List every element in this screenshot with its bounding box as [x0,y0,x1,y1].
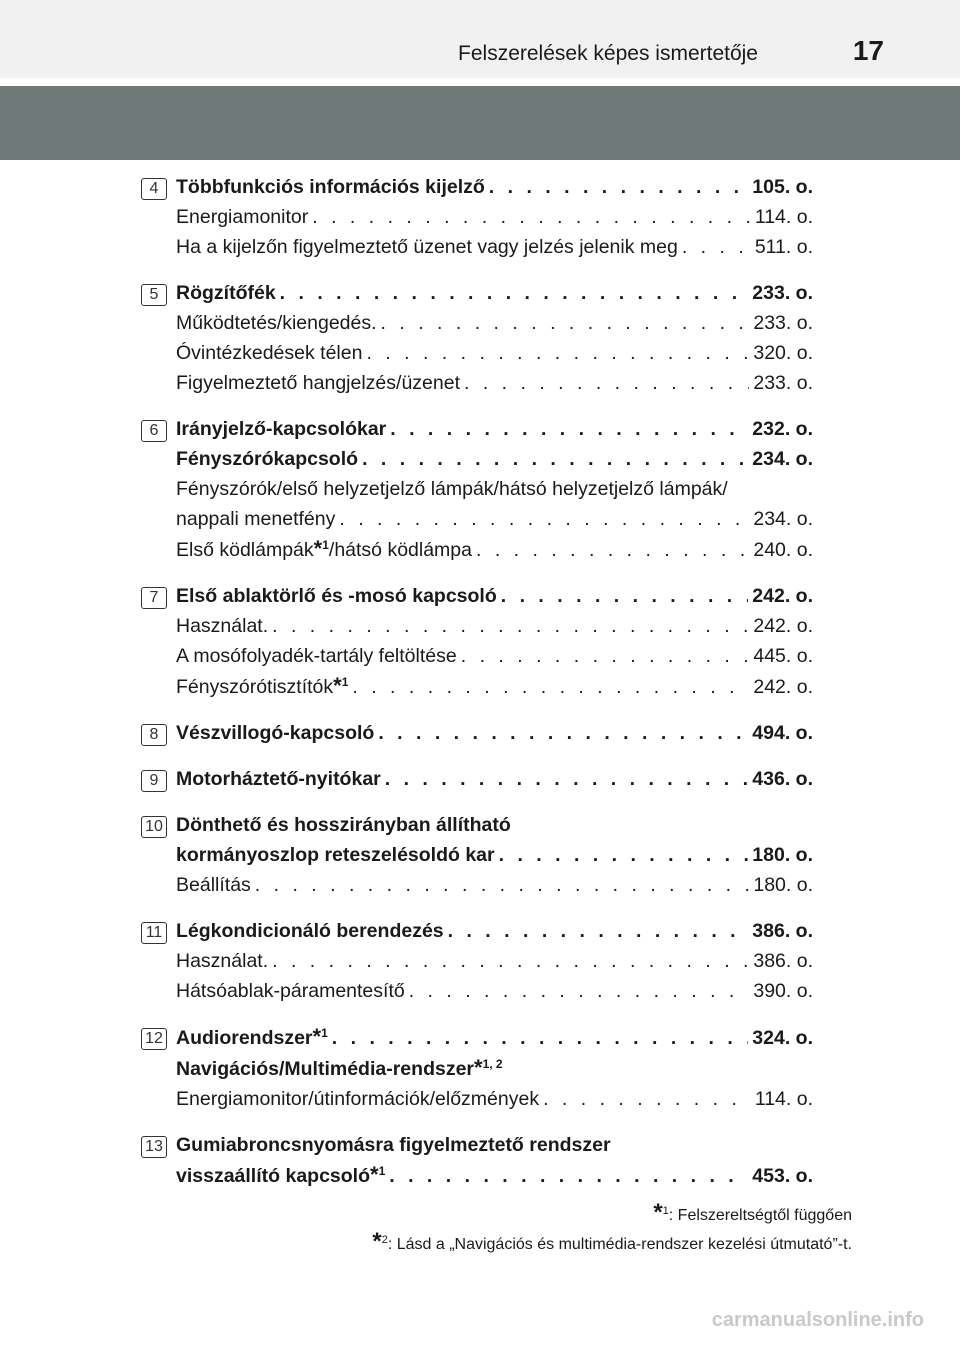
dot-leader [381,308,750,338]
index-entry [176,641,813,671]
page-number: 17 [852,35,884,66]
index-heading [176,1130,813,1160]
dot-leader [366,338,749,368]
dot-leader [476,535,749,565]
footnote-ref: 1, 2 [482,1057,503,1071]
entry-text: Óvintézkedések télen [176,342,363,364]
index-heading [176,810,813,840]
index-section [141,278,813,398]
entry-label [176,718,374,748]
entry-text: Légkondicionáló berendezés [176,920,444,942]
entry-text-continued: /hátsó ködlámpa [328,539,472,561]
entry-text: Többfunkciós információs kijelző [176,176,485,198]
entry-label [176,504,335,534]
footnote [372,1200,852,1229]
footnote-star: * [313,536,323,561]
entry-text: Energiamonitor [176,206,309,228]
page-reference: 242. o. [753,615,813,637]
page-reference: 324. o. [752,1027,813,1049]
dot-leader [362,444,748,474]
footnote [372,1229,852,1258]
dot-leader [312,202,751,232]
index-section [141,581,813,702]
index-section [141,764,813,794]
page-reference: 180. o. [753,874,813,896]
dot-leader [272,611,749,641]
page-reference: 234. o. [753,508,813,530]
entry-label [176,581,497,611]
entry-label [176,338,362,368]
index-heading [176,840,813,870]
dot-leader [390,414,748,444]
page-reference: 233. o. [753,312,813,334]
index-heading [176,764,813,794]
entry-text: Fényszórótisztítók [176,676,334,698]
dot-leader [501,581,749,611]
dot-leader [461,641,750,671]
page-reference: 234. o. [752,448,813,470]
footnote-star: * [474,1055,483,1080]
entry-label [176,840,495,870]
dot-leader [409,976,750,1006]
entry-text: Gumiabroncsnyomásra figyelmeztető rendszer [176,1134,611,1156]
page-reference: 436. o. [752,768,813,790]
page-reference: 386. o. [752,920,813,942]
page-reference: 320. o. [753,342,813,364]
entry-text: Dönthető és hosszirányban állítható [176,814,511,836]
index-entry [176,338,813,368]
index-section [141,414,813,565]
entry-text: Beállítás [176,874,251,896]
index-entry [176,232,813,262]
page-reference: 494. o. [752,722,813,744]
entry-text: Fényszórókapcsoló [176,448,359,470]
index-heading [176,1160,813,1191]
entry-text: Fényszórók/első helyzetjelző lámpák/hátsó helyzetjelző lámpák/ [176,478,728,500]
entry-label [176,1134,611,1156]
index-section [141,1022,813,1114]
callout-number: 11 [141,922,167,944]
index-heading [176,1022,813,1053]
entry-label [176,278,276,308]
footnote-star: * [372,1228,382,1255]
footnote-mark: 2 [381,1234,388,1246]
entry-label [176,946,268,976]
callout-number: 13 [141,1136,167,1158]
index-entry [176,202,813,232]
header-title: Felszerelések képes ismertetője [458,42,758,65]
header-band [0,86,960,160]
dot-leader [489,172,749,202]
footnotes [372,1200,852,1258]
index-section [141,1130,813,1191]
entry-label [176,414,386,444]
page-reference: 233. o. [753,372,813,394]
page-reference: 114. o. [754,206,813,228]
entry-text: Működtetés/kiengedés. [176,312,377,334]
page-reference: 180. o. [752,844,813,866]
page-reference: 242. o. [753,676,813,698]
entry-text: Energiamonitor/útinformációk/előzmények [176,1088,540,1110]
callout-number: 6 [141,420,167,442]
footnote-star: * [333,673,342,698]
footnote-ref: 1 [378,1164,386,1178]
index-heading [176,916,813,946]
entry-label [176,308,377,338]
index-heading [176,444,813,474]
dot-leader [543,1084,751,1114]
page-reference: 390. o. [753,980,813,1002]
callout-number: 5 [141,284,167,306]
footnote-text: : Felszereltségtől függően [668,1207,852,1224]
index-section [141,172,813,262]
index-heading [176,172,813,202]
entry-text: Motorháztető-nyitókar [176,768,381,790]
page-reference: 511. o. [754,236,813,258]
index-section [141,810,813,900]
index-content [141,172,813,1191]
index-heading [176,414,813,444]
entry-text: Első ködlámpák [176,539,314,561]
entry-label [176,1160,385,1191]
entry-text: Ha a kijelzőn figyelmeztető üzenet vagy jelzés jelenik meg [176,236,678,258]
entry-label [176,1055,503,1080]
dot-leader [255,870,750,900]
entry-label [176,444,358,474]
index-entry [176,308,813,338]
dot-leader [378,718,748,748]
entry-label [176,172,485,202]
entry-label [176,814,511,836]
index-heading [176,718,813,748]
entry-text: Navigációs/Multimédia-rendszer [176,1058,475,1080]
callout-number: 12 [141,1028,167,1050]
dot-leader [464,368,749,398]
footnote-star: * [653,1199,663,1226]
dot-leader [332,1023,749,1053]
entry-label [176,764,381,794]
entry-text: Vészvillogó-kapcsoló [176,722,375,744]
entry-label [176,976,405,1006]
page-reference: 386. o. [753,950,813,972]
index-entry [176,870,813,900]
callout-number: 4 [141,178,167,200]
watermark: carmanualsonline.info [711,1309,924,1331]
entry-text: Első ablaktörlő és -mosó kapcsoló [176,585,497,607]
entry-label [176,1022,328,1053]
page-reference: 242. o. [752,585,813,607]
page-header [0,0,960,78]
entry-label [176,232,678,262]
index-entry [176,671,813,702]
entry-text: kormányoszlop reteszelésoldó kar [176,844,495,866]
footnote-ref: 1 [321,1026,328,1040]
footnote-text: : Lásd a „Navigációs és multimédia-rendszer kezelési útmutató”-t. [387,1236,852,1253]
index-section [141,718,813,748]
entry-label [176,534,472,565]
entry-label [176,671,348,702]
page-reference: 105. o. [752,176,813,198]
index-entry [176,946,813,976]
page-reference: 232. o. [752,418,813,440]
footnote-ref: 1 [341,675,349,689]
page-reference: 233. o. [752,282,813,304]
entry-label [176,478,728,500]
index-heading [176,278,813,308]
dot-leader [272,946,749,976]
dot-leader [499,840,749,870]
entry-label [176,611,268,641]
index-entry [176,534,813,565]
entry-text: Használat. [176,615,269,637]
dot-leader [352,672,749,702]
entry-text: Figyelmeztető hangjelzés/üzenet [176,372,460,394]
entry-text: Hátsóablak-páramentesítő [176,980,405,1002]
dot-leader [280,278,749,308]
dot-leader [682,232,751,262]
entry-label [176,916,444,946]
page-reference: 453. o. [752,1165,813,1187]
dot-leader [385,764,749,794]
index-heading [176,1053,813,1084]
dot-leader [339,504,749,534]
entry-label [176,870,251,900]
callout-number: 10 [141,816,167,838]
dot-leader [389,1161,748,1191]
entry-text: visszaállító kapcsoló [176,1165,371,1187]
entry-text: A mosófolyadék-tartály feltöltése [176,645,457,667]
index-entry [176,1084,813,1114]
callout-number: 8 [141,724,167,746]
footnote-mark: 1 [662,1205,669,1217]
page-reference: 445. o. [753,645,813,667]
footnote-ref: 1 [322,538,329,552]
footnote-star: * [370,1162,379,1187]
index-entry [176,474,813,504]
entry-label [176,368,460,398]
entry-label [176,202,308,232]
index-entry [176,976,813,1006]
page-reference: 114. o. [754,1088,813,1110]
entry-text: nappali menetfény [176,508,336,530]
footnote-star: * [312,1024,322,1049]
entry-text: Használat. [176,950,269,972]
index-section [141,916,813,1006]
entry-label [176,1084,539,1114]
dot-leader [448,916,749,946]
index-entry [176,368,813,398]
index-entry [176,611,813,641]
index-entry [176,504,813,534]
entry-label [176,641,457,671]
entry-text: Audiorendszer [176,1027,313,1049]
callout-number: 7 [141,587,167,609]
entry-text: Rögzítőfék [176,282,276,304]
entry-text: Irányjelző-kapcsolókar [176,418,387,440]
callout-number: 9 [141,770,167,792]
index-heading [176,581,813,611]
page-reference: 240. o. [753,539,813,561]
